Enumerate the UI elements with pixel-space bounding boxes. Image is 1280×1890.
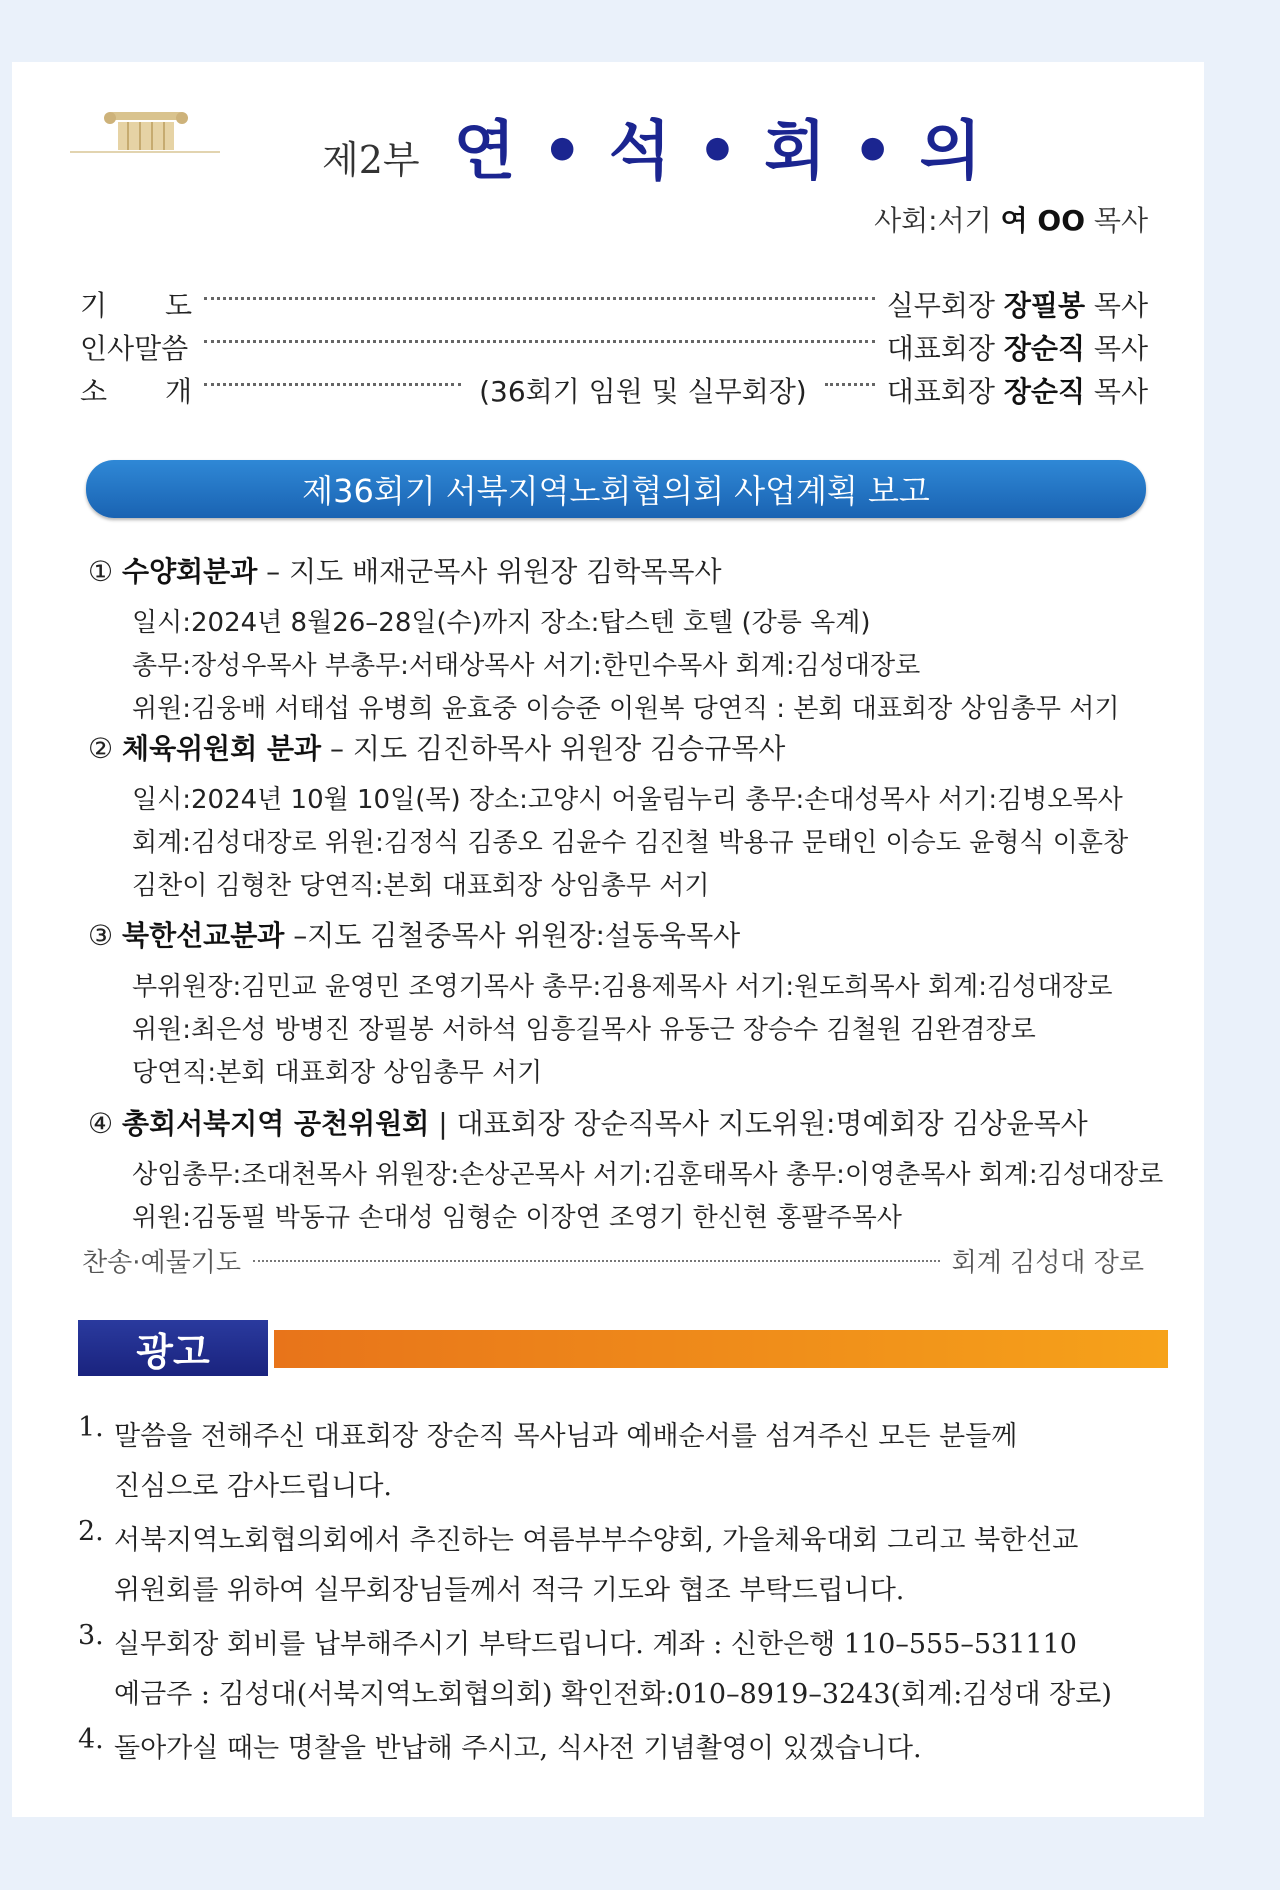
program-title: 목사: [1085, 375, 1148, 408]
announcement-line: 진심으로 감사드립니다.: [114, 1471, 392, 1502]
announcement-number: 4.: [78, 1724, 104, 1755]
program-role: 대표회장: [886, 375, 1004, 408]
section-sports: [88, 727, 1208, 908]
program-label-a: 소: [80, 375, 108, 408]
report-banner: 제36회기 서북지역노회협의회 사업계획 보고: [86, 460, 1146, 518]
program-label: [80, 284, 192, 324]
ad-header-bar: [78, 1320, 1168, 1376]
section-number: ①: [88, 555, 114, 588]
announcement-item: [78, 1724, 1188, 1774]
mc-suffix: 목사: [1085, 204, 1148, 237]
announcement-list: [78, 1412, 1188, 1778]
ad-label: 광고: [78, 1320, 268, 1376]
announcement-item: [78, 1620, 1188, 1720]
section-name: 총회서북지역 공천위원회: [122, 1107, 430, 1140]
announcement-line: 돌아가실 때는 명찰을 반납해 주시고, 식사전 기념촬영이 있겠습니다.: [114, 1733, 922, 1764]
leader-dots: [253, 1260, 940, 1262]
section-line: 부위원장:김민교 윤영민 조영기목사 총무:김용제목사 서기:원도희목사 회계:김성대장로: [132, 972, 1113, 1002]
program-name: 장필봉: [1003, 289, 1085, 322]
program-person: [887, 370, 1148, 410]
announcement-line: 실무회장 회비를 납부해주시기 부탁드립니다. 계좌 : 신한은행 110–555–531110: [114, 1629, 1077, 1660]
leader-dots: [204, 297, 875, 300]
leader-dots: [204, 383, 461, 386]
section-line: 당연직:본회 대표회장 상임총무 서기: [132, 1058, 543, 1088]
mc-name: 여 OO: [1000, 204, 1085, 237]
program-label: [80, 370, 192, 410]
program-note: (36회기 임원 및 실무회장): [479, 375, 807, 408]
program-role: 대표회장: [886, 332, 1004, 365]
section-leaders: –지도 김철중목사 위원장:설동욱목사: [284, 919, 741, 952]
section-nomination: [88, 1102, 1208, 1240]
section-line: 회계:김성대장로 위원:김정식 김종오 김윤수 김진철 박용규 문태인 이승도 윤형식 이훈창: [132, 828, 1129, 858]
section-heading: [88, 1102, 1208, 1142]
announcement-number: 1.: [78, 1412, 104, 1443]
section-leaders: – 지도 김진하목사 위원장 김승규목사: [321, 732, 786, 765]
document-page: [12, 62, 1204, 1817]
section-heading: [88, 914, 1208, 954]
announcement-line: 위원회를 위하여 실무회장님들께서 적극 기도와 협조 부탁드립니다.: [114, 1575, 905, 1606]
section-line: 위원:김동필 박동규 손대성 임형순 이장연 조영기 한신현 홍팔주목사: [132, 1203, 902, 1233]
announcement-line: 서북지역노회협의회에서 추진하는 여름부부수양회, 가을체육대회 그리고 북한선교: [114, 1525, 1079, 1556]
program-role: 실무회장: [886, 289, 1004, 322]
section-name: 북한선교분과: [122, 919, 285, 952]
announcement-item: [78, 1412, 1188, 1512]
mc-line: [874, 199, 1148, 239]
section-north-korea-mission: [88, 914, 1208, 1095]
program-name: 장순직: [1003, 375, 1085, 408]
section-line: 위원:최은성 방병진 장필봉 서하석 임흥길목사 유동근 장승수 김철원 김완겸장로: [132, 1015, 1036, 1045]
program-title: 목사: [1085, 289, 1148, 322]
section-leaders: – 지도 배재군목사 위원장 김학목목사: [257, 555, 722, 588]
announcement-number: 3.: [78, 1620, 104, 1651]
section-line: 일시:2024년 10월 10일(목) 장소:고양시 어울림누리 총무:손대성목사 서기:김병오목사: [132, 785, 1123, 815]
page-title: 연 • 석 • 회 • 의: [453, 115, 984, 189]
program-label-b: 도: [164, 289, 192, 322]
closing-right: 회계 김성대 장로: [951, 1248, 1144, 1278]
ad-stripe: [274, 1330, 1168, 1368]
announcement-line: 예금주 : 김성대(서북지역노회협의회) 확인전화:010–8919–3243(회계:김성대 장로): [114, 1679, 1112, 1710]
section-number: ④: [88, 1107, 114, 1140]
program-person: [887, 284, 1148, 324]
title-row: [322, 100, 983, 192]
announcement-item: [78, 1516, 1188, 1616]
section-line: 일시:2024년 8월26–28일(수)까지 장소:탑스텐 호텔 (강릉 옥계): [132, 608, 871, 638]
program-person: [887, 327, 1148, 367]
leader-dots: [825, 383, 875, 386]
program-name: 장순직: [1003, 332, 1085, 365]
program-label-a: 기: [80, 289, 108, 322]
program-label: [80, 327, 192, 367]
part-label: 제2부: [322, 138, 420, 182]
program-row-prayer: [80, 284, 1148, 324]
section-retreat: [88, 550, 1208, 731]
section-line: 상임총무:조대천목사 위원장:손상곤목사 서기:김훈태목사 총무:이영춘목사 회계:김성대장로: [132, 1160, 1164, 1190]
announcement-line: 말씀을 전해주신 대표회장 장순직 목사님과 예배순서를 섬겨주신 모든 분들께: [114, 1421, 1018, 1452]
program-label-a: 인사말씀: [80, 332, 189, 365]
section-name: 체육위원회 분과: [122, 732, 322, 765]
pillar-icon: [70, 108, 220, 154]
program-label-b: 개: [164, 375, 192, 408]
program-row-greeting: [80, 327, 1148, 367]
announcement-number: 2.: [78, 1516, 104, 1547]
mc-prefix: 사회:서기: [874, 204, 1001, 237]
program-row-introduction: [80, 370, 1148, 410]
section-leaders: | 대표회장 장순직목사 지도위원:명예회장 김상윤목사: [429, 1107, 1088, 1140]
leader-dots: [204, 340, 875, 343]
section-name: 수양회분과: [122, 555, 258, 588]
closing-left: 찬송·예물기도: [82, 1248, 241, 1278]
section-line: 총무:장성우목사 부총무:서태상목사 서기:한민수목사 회계:김성대장로: [132, 651, 921, 681]
section-line: 김찬이 김형찬 당연직:본회 대표회장 상임총무 서기: [132, 871, 710, 901]
section-number: ②: [88, 732, 114, 765]
program-title: 목사: [1085, 332, 1148, 365]
section-heading: [88, 727, 1208, 767]
section-heading: [88, 550, 1208, 590]
section-line: 위원:김웅배 서태섭 유병희 윤효중 이승준 이원복 당연직 : 본회 대표회장 상임총무 서기: [132, 694, 1120, 724]
section-number: ③: [88, 919, 114, 952]
closing-row: [82, 1242, 1144, 1279]
